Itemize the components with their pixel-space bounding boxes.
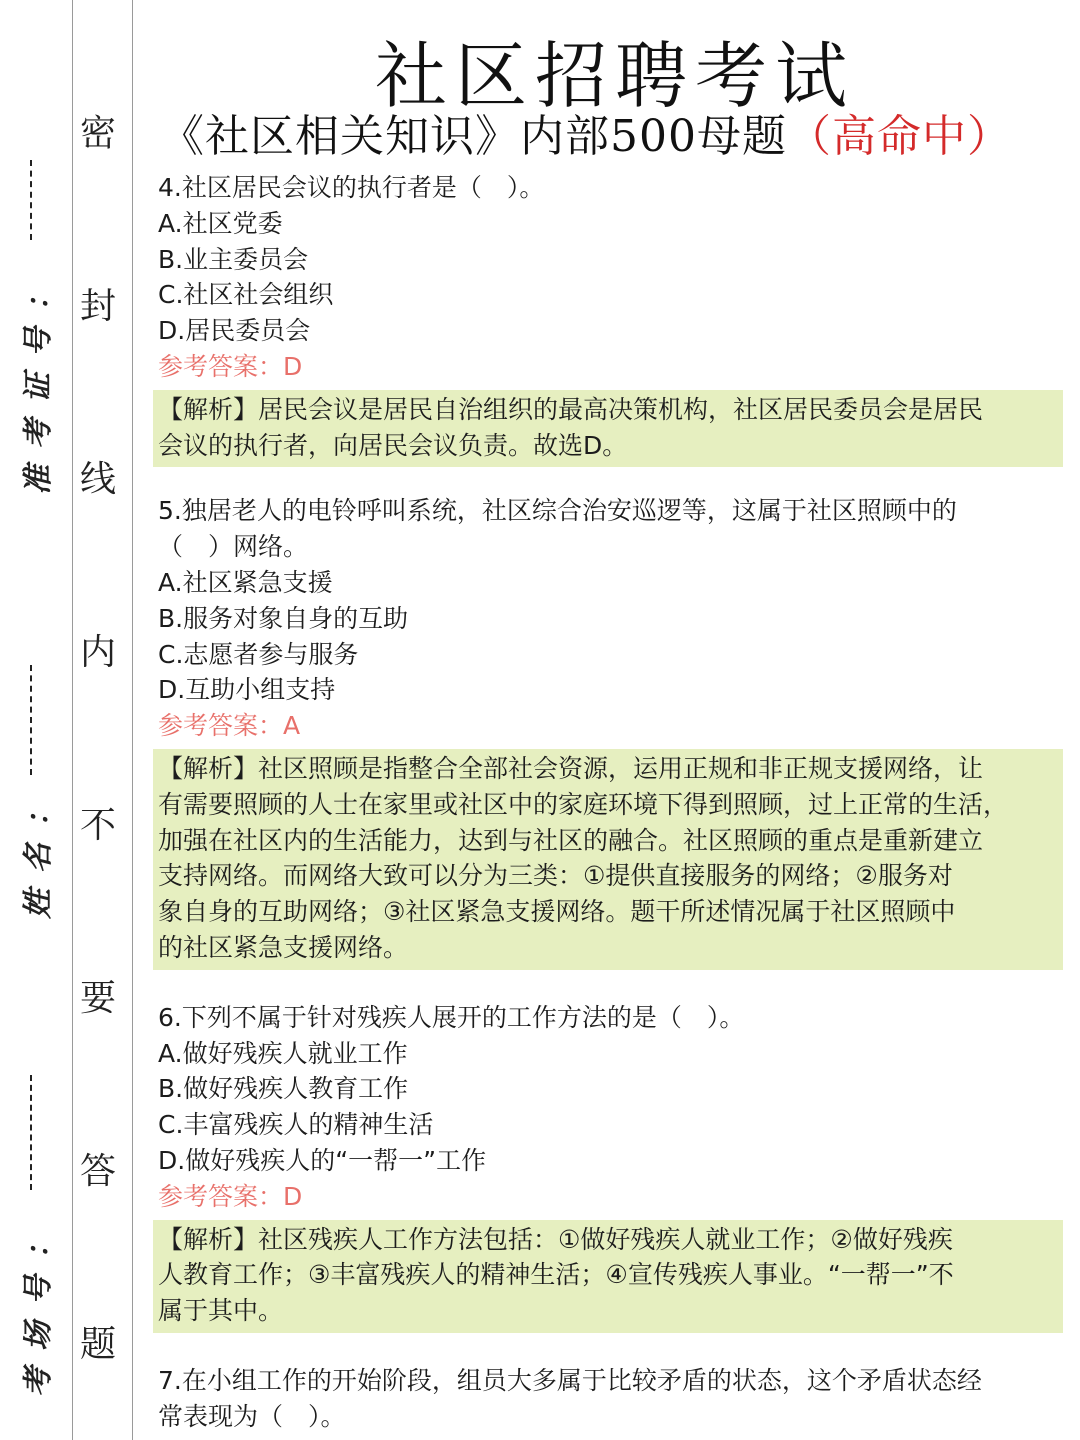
question-stem: 5.独居老人的电铃呼叫系统，社区综合治安巡逻等，这属于社区照顾中的	[158, 496, 957, 526]
subtitle-main: 《社区相关知识》内部500母题	[160, 111, 787, 162]
question-option: A.做好残疾人就业工作	[158, 1038, 408, 1068]
analysis-line: 【解析】社区照顾是指整合全部社会资源，运用正规和非正规支援网络，让	[158, 753, 984, 783]
answer-key: 参考答案：A	[158, 711, 301, 741]
seal-char: 要	[79, 978, 116, 1019]
answer-key: 参考答案：D	[158, 1181, 303, 1211]
question-option: B.服务对象自身的互助	[158, 603, 409, 633]
seal-char: 内	[79, 632, 116, 673]
question-option: D.互助小组支持	[158, 675, 336, 705]
analysis-line: 加强在社区内的生活能力，达到与社区的融合。社区照顾的重点是重新建立	[158, 825, 984, 855]
seal-char: 不	[79, 805, 116, 846]
analysis-line: 【解析】社区残疾人工作方法包括：①做好残疾人就业工作；②做好残疾	[158, 1224, 953, 1254]
subtitle-highlight: （高命中）	[786, 111, 1012, 162]
analysis-line: 属于其中。	[158, 1296, 284, 1326]
question-stem: 6.下列不属于针对残疾人展开的工作方法的是（ ）。	[158, 1002, 745, 1032]
exam-id-label: 准考证号：	[21, 265, 56, 495]
exam-room-blank	[30, 1075, 32, 1190]
question-stem: 7.在小组工作的开始阶段，组员大多属于比较矛盾的状态，这个矛盾状态经	[158, 1365, 982, 1395]
analysis-line: 支持网络。而网络大致可以分为三类：①提供直接服务的网络；②服务对	[158, 861, 953, 891]
seal-char: 答	[79, 1151, 116, 1192]
analysis-line: 象自身的互助网络；③社区紧急支援网络。题干所述情况属于社区照顾中	[158, 897, 956, 927]
question-list	[158, 170, 1063, 1435]
binding-margin	[0, 0, 135, 1440]
question-option: B.做好残疾人教育工作	[158, 1074, 409, 1104]
analysis-line: 人教育工作；③丰富残疾人的精神生活；④宣传残疾人事业。“一帮一”不	[158, 1260, 954, 1290]
exam-id-blank	[30, 160, 32, 240]
question-block	[158, 1363, 1063, 1435]
analysis-line: 【解析】居民会议是居民自治组织的最高决策机构，社区居民委员会是居民	[158, 394, 984, 424]
question-option: C.志愿者参与服务	[158, 639, 359, 669]
analysis-box	[153, 749, 1063, 970]
page-title: 社区招聘考试	[374, 34, 855, 118]
seal-char: 题	[79, 1324, 116, 1365]
question-option: C.社区社会组织	[158, 280, 334, 310]
analysis-line: 会议的执行者，向居民会议负责。故选D。	[158, 430, 628, 460]
exam-room-label: 考场号：	[21, 1213, 56, 1397]
binding-line-outer	[72, 0, 73, 1440]
question-block	[158, 493, 1063, 969]
page-subtitle	[160, 100, 1080, 164]
question-option: D.居民委员会	[158, 316, 311, 346]
question-block	[158, 1000, 1063, 1333]
seal-char: 封	[79, 286, 116, 327]
question-stem: （ ）网络。	[158, 532, 309, 562]
answer-key: 参考答案：D	[158, 351, 303, 381]
seal-char: 密	[79, 113, 116, 154]
name-label: 姓名：	[21, 781, 56, 919]
analysis-box	[153, 390, 1063, 468]
analysis-line: 有需要照顾的人士在家里或社区中的家庭环境下得到照顾，过上正常的生活，	[158, 789, 1009, 819]
question-option: D.做好残疾人的“一帮一”工作	[158, 1145, 487, 1175]
question-option: A.社区党委	[158, 208, 283, 238]
question-stem: 常表现为（ ）。	[158, 1401, 346, 1431]
binding-line-inner	[132, 0, 133, 1440]
analysis-box	[153, 1220, 1063, 1333]
question-option: B.业主委员会	[158, 244, 309, 274]
question-stem: 4.社区居民会议的执行者是（ ）。	[158, 173, 545, 202]
seal-char: 线	[79, 459, 116, 500]
question-option: C.丰富残疾人的精神生活	[158, 1110, 434, 1140]
analysis-line: 的社区紧急支援网络。	[158, 932, 409, 962]
question-block	[158, 170, 1063, 467]
question-option: A.社区紧急支援	[158, 567, 333, 597]
